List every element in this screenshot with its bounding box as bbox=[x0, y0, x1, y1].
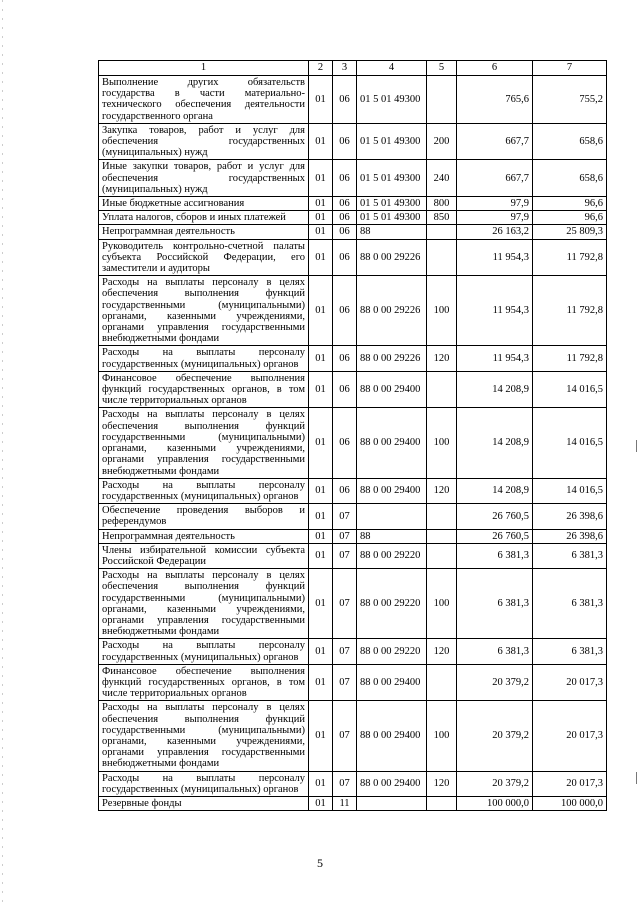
header-cell-name: 1 bbox=[99, 61, 309, 76]
row-vr bbox=[427, 371, 457, 408]
table-header-row bbox=[99, 61, 607, 76]
row-rz: 01 bbox=[309, 771, 333, 796]
row-rz: 01 bbox=[309, 701, 333, 771]
row-vr bbox=[427, 664, 457, 701]
row-sum1: 20 379,2 bbox=[457, 771, 533, 796]
row-pr: 06 bbox=[333, 276, 357, 346]
table-row bbox=[99, 225, 607, 239]
row-rz: 01 bbox=[309, 664, 333, 701]
row-name: Непрограммная деятельность bbox=[99, 529, 309, 543]
scan-edge-artifact bbox=[2, 0, 3, 905]
row-vr: 800 bbox=[427, 197, 457, 211]
scan-mark bbox=[636, 440, 637, 452]
row-name: Члены избирательной комиссии субъекта Российской Федерации bbox=[99, 543, 309, 568]
row-sum1: 26 760,5 bbox=[457, 529, 533, 543]
row-rz: 01 bbox=[309, 211, 333, 225]
row-sum2: 658,6 bbox=[533, 160, 607, 197]
row-name: Обеспечение проведения выборов и референдумов bbox=[99, 504, 309, 529]
row-rz: 01 bbox=[309, 796, 333, 810]
row-rz: 01 bbox=[309, 639, 333, 664]
row-sum2: 658,6 bbox=[533, 123, 607, 160]
row-vr bbox=[427, 796, 457, 810]
row-vr bbox=[427, 239, 457, 276]
row-pr: 06 bbox=[333, 478, 357, 503]
row-csr: 88 0 00 29400 bbox=[357, 371, 427, 408]
row-rz: 01 bbox=[309, 197, 333, 211]
table-row bbox=[99, 346, 607, 371]
row-pr: 11 bbox=[333, 796, 357, 810]
row-rz: 01 bbox=[309, 276, 333, 346]
row-csr: 88 0 00 29400 bbox=[357, 408, 427, 478]
row-vr: 100 bbox=[427, 701, 457, 771]
row-vr: 240 bbox=[427, 160, 457, 197]
row-sum2: 25 809,3 bbox=[533, 225, 607, 239]
header-cell-pr: 3 bbox=[333, 61, 357, 76]
row-pr: 07 bbox=[333, 664, 357, 701]
row-sum2: 6 381,3 bbox=[533, 639, 607, 664]
row-pr: 07 bbox=[333, 569, 357, 639]
row-csr: 88 0 00 29226 bbox=[357, 276, 427, 346]
row-sum1: 14 208,9 bbox=[457, 478, 533, 503]
table-row bbox=[99, 771, 607, 796]
row-name: Выполнение других обязательств государства в части материально-технического обеспечения деятельности государственного органа bbox=[99, 76, 309, 124]
row-sum2: 11 792,8 bbox=[533, 276, 607, 346]
row-sum1: 6 381,3 bbox=[457, 639, 533, 664]
table-row bbox=[99, 569, 607, 639]
row-name: Расходы на выплаты персоналу в целях обеспечения выполнения функций государственными (муниципальными) органами, казенными учреждениями, органами управления государственными внебюджетными фондами bbox=[99, 408, 309, 478]
row-vr: 120 bbox=[427, 478, 457, 503]
row-sum2: 755,2 bbox=[533, 76, 607, 124]
row-sum1: 11 954,3 bbox=[457, 276, 533, 346]
row-rz: 01 bbox=[309, 346, 333, 371]
row-vr bbox=[427, 76, 457, 124]
row-csr bbox=[357, 796, 427, 810]
row-rz: 01 bbox=[309, 478, 333, 503]
row-pr: 06 bbox=[333, 160, 357, 197]
row-sum2: 20 017,3 bbox=[533, 701, 607, 771]
row-csr: 88 0 00 29400 bbox=[357, 771, 427, 796]
row-sum1: 100 000,0 bbox=[457, 796, 533, 810]
row-name: Иные бюджетные ассигнования bbox=[99, 197, 309, 211]
row-csr: 88 0 00 29220 bbox=[357, 543, 427, 568]
row-sum1: 97,9 bbox=[457, 211, 533, 225]
row-pr: 06 bbox=[333, 346, 357, 371]
row-sum2: 6 381,3 bbox=[533, 569, 607, 639]
row-rz: 01 bbox=[309, 239, 333, 276]
row-name: Непрограммная деятельность bbox=[99, 225, 309, 239]
table-row bbox=[99, 123, 607, 160]
header-cell-vr: 5 bbox=[427, 61, 457, 76]
header-cell-sum1: 6 bbox=[457, 61, 533, 76]
row-csr: 88 0 00 29220 bbox=[357, 569, 427, 639]
row-pr: 06 bbox=[333, 76, 357, 124]
row-pr: 06 bbox=[333, 197, 357, 211]
row-rz: 01 bbox=[309, 225, 333, 239]
row-vr: 120 bbox=[427, 346, 457, 371]
table-row bbox=[99, 664, 607, 701]
row-sum1: 6 381,3 bbox=[457, 543, 533, 568]
row-pr: 07 bbox=[333, 543, 357, 568]
table-row bbox=[99, 504, 607, 529]
row-sum1: 97,9 bbox=[457, 197, 533, 211]
row-sum2: 96,6 bbox=[533, 197, 607, 211]
row-csr: 01 5 01 49300 bbox=[357, 197, 427, 211]
row-sum2: 20 017,3 bbox=[533, 771, 607, 796]
header-cell-rz: 2 bbox=[309, 61, 333, 76]
row-vr: 100 bbox=[427, 408, 457, 478]
row-sum1: 667,7 bbox=[457, 160, 533, 197]
row-sum1: 26 760,5 bbox=[457, 504, 533, 529]
row-sum1: 20 379,2 bbox=[457, 701, 533, 771]
row-vr: 100 bbox=[427, 276, 457, 346]
row-csr bbox=[357, 504, 427, 529]
budget-table bbox=[98, 60, 607, 811]
row-sum2: 26 398,6 bbox=[533, 529, 607, 543]
row-name: Расходы на выплаты персоналу в целях обеспечения выполнения функций государственными (муниципальными) органами, казенными учреждениями, органами управления государственными внебюджетными фондами bbox=[99, 276, 309, 346]
row-sum1: 11 954,3 bbox=[457, 346, 533, 371]
table-row bbox=[99, 543, 607, 568]
row-pr: 07 bbox=[333, 701, 357, 771]
row-vr bbox=[427, 529, 457, 543]
row-sum1: 11 954,3 bbox=[457, 239, 533, 276]
row-name: Иные закупки товаров, работ и услуг для обеспечения государственных (муниципальных) нужд bbox=[99, 160, 309, 197]
row-csr: 01 5 01 49300 bbox=[357, 211, 427, 225]
page-number: 5 bbox=[317, 856, 323, 870]
row-sum2: 6 381,3 bbox=[533, 543, 607, 568]
row-pr: 06 bbox=[333, 371, 357, 408]
row-sum1: 765,6 bbox=[457, 76, 533, 124]
table-row bbox=[99, 371, 607, 408]
row-sum2: 14 016,5 bbox=[533, 408, 607, 478]
row-sum1: 20 379,2 bbox=[457, 664, 533, 701]
row-sum2: 11 792,8 bbox=[533, 239, 607, 276]
row-vr bbox=[427, 543, 457, 568]
table-row bbox=[99, 701, 607, 771]
row-name: Расходы на выплаты персоналу государственных (муниципальных) органов bbox=[99, 639, 309, 664]
table-row bbox=[99, 76, 607, 124]
row-sum2: 26 398,6 bbox=[533, 504, 607, 529]
row-rz: 01 bbox=[309, 543, 333, 568]
row-vr bbox=[427, 504, 457, 529]
row-vr: 100 bbox=[427, 569, 457, 639]
row-csr: 88 bbox=[357, 225, 427, 239]
row-csr: 88 bbox=[357, 529, 427, 543]
row-pr: 06 bbox=[333, 211, 357, 225]
row-pr: 06 bbox=[333, 225, 357, 239]
table-row bbox=[99, 796, 607, 810]
row-pr: 06 bbox=[333, 123, 357, 160]
row-sum1: 14 208,9 bbox=[457, 371, 533, 408]
table-row bbox=[99, 478, 607, 503]
row-csr: 88 0 00 29400 bbox=[357, 664, 427, 701]
table-row bbox=[99, 239, 607, 276]
row-csr: 01 5 01 49300 bbox=[357, 76, 427, 124]
row-name: Расходы на выплаты персоналу государственных (муниципальных) органов bbox=[99, 478, 309, 503]
row-csr: 01 5 01 49300 bbox=[357, 160, 427, 197]
row-name: Расходы на выплаты персоналу в целях обеспечения выполнения функций государственными (муниципальными) органами, казенными учреждениями, органами управления государственными внебюджетными фондами bbox=[99, 701, 309, 771]
header-cell-csr: 4 bbox=[357, 61, 427, 76]
row-pr: 07 bbox=[333, 771, 357, 796]
row-pr: 07 bbox=[333, 639, 357, 664]
row-csr: 88 0 00 29226 bbox=[357, 239, 427, 276]
row-pr: 06 bbox=[333, 239, 357, 276]
row-name: Расходы на выплаты персоналу государственных (муниципальных) органов bbox=[99, 346, 309, 371]
row-sum1: 667,7 bbox=[457, 123, 533, 160]
table-row bbox=[99, 639, 607, 664]
row-sum1: 26 163,2 bbox=[457, 225, 533, 239]
row-sum2: 96,6 bbox=[533, 211, 607, 225]
row-csr: 88 0 00 29400 bbox=[357, 478, 427, 503]
row-vr: 200 bbox=[427, 123, 457, 160]
table-row bbox=[99, 408, 607, 478]
row-sum1: 14 208,9 bbox=[457, 408, 533, 478]
row-rz: 01 bbox=[309, 371, 333, 408]
row-rz: 01 bbox=[309, 529, 333, 543]
table-row bbox=[99, 276, 607, 346]
row-sum1: 6 381,3 bbox=[457, 569, 533, 639]
row-name: Руководитель контрольно-счетной палаты субъекта Российской Федерации, его заместители и аудиторы bbox=[99, 239, 309, 276]
row-csr: 88 0 00 29400 bbox=[357, 701, 427, 771]
row-sum2: 11 792,8 bbox=[533, 346, 607, 371]
row-vr: 850 bbox=[427, 211, 457, 225]
row-name: Финансовое обеспечение выполнения функций государственных органов, в том числе территориальных органов bbox=[99, 371, 309, 408]
row-pr: 07 bbox=[333, 504, 357, 529]
header-cell-sum2: 7 bbox=[533, 61, 607, 76]
row-vr: 120 bbox=[427, 639, 457, 664]
row-name: Финансовое обеспечение выполнения функций государственных органов, в том числе территориальных органов bbox=[99, 664, 309, 701]
row-rz: 01 bbox=[309, 408, 333, 478]
row-vr bbox=[427, 225, 457, 239]
row-sum2: 14 016,5 bbox=[533, 371, 607, 408]
row-pr: 06 bbox=[333, 408, 357, 478]
row-sum2: 100 000,0 bbox=[533, 796, 607, 810]
row-name: Расходы на выплаты персоналу в целях обеспечения выполнения функций государственными (муниципальными) органами, казенными учреждениями, органами управления государственными внебюджетными фондами bbox=[99, 569, 309, 639]
table-row bbox=[99, 211, 607, 225]
table-row bbox=[99, 197, 607, 211]
table-row bbox=[99, 529, 607, 543]
row-rz: 01 bbox=[309, 160, 333, 197]
table-row bbox=[99, 160, 607, 197]
row-csr: 01 5 01 49300 bbox=[357, 123, 427, 160]
row-name: Закупка товаров, работ и услуг для обеспечения государственных (муниципальных) нужд bbox=[99, 123, 309, 160]
row-sum2: 20 017,3 bbox=[533, 664, 607, 701]
row-name: Расходы на выплаты персоналу государственных (муниципальных) органов bbox=[99, 771, 309, 796]
row-name: Резервные фонды bbox=[99, 796, 309, 810]
scan-mark bbox=[636, 772, 637, 784]
row-vr: 120 bbox=[427, 771, 457, 796]
row-name: Уплата налогов, сборов и иных платежей bbox=[99, 211, 309, 225]
row-rz: 01 bbox=[309, 569, 333, 639]
row-csr: 88 0 00 29226 bbox=[357, 346, 427, 371]
row-rz: 01 bbox=[309, 76, 333, 124]
row-rz: 01 bbox=[309, 504, 333, 529]
row-sum2: 14 016,5 bbox=[533, 478, 607, 503]
row-pr: 07 bbox=[333, 529, 357, 543]
row-rz: 01 bbox=[309, 123, 333, 160]
row-csr: 88 0 00 29220 bbox=[357, 639, 427, 664]
